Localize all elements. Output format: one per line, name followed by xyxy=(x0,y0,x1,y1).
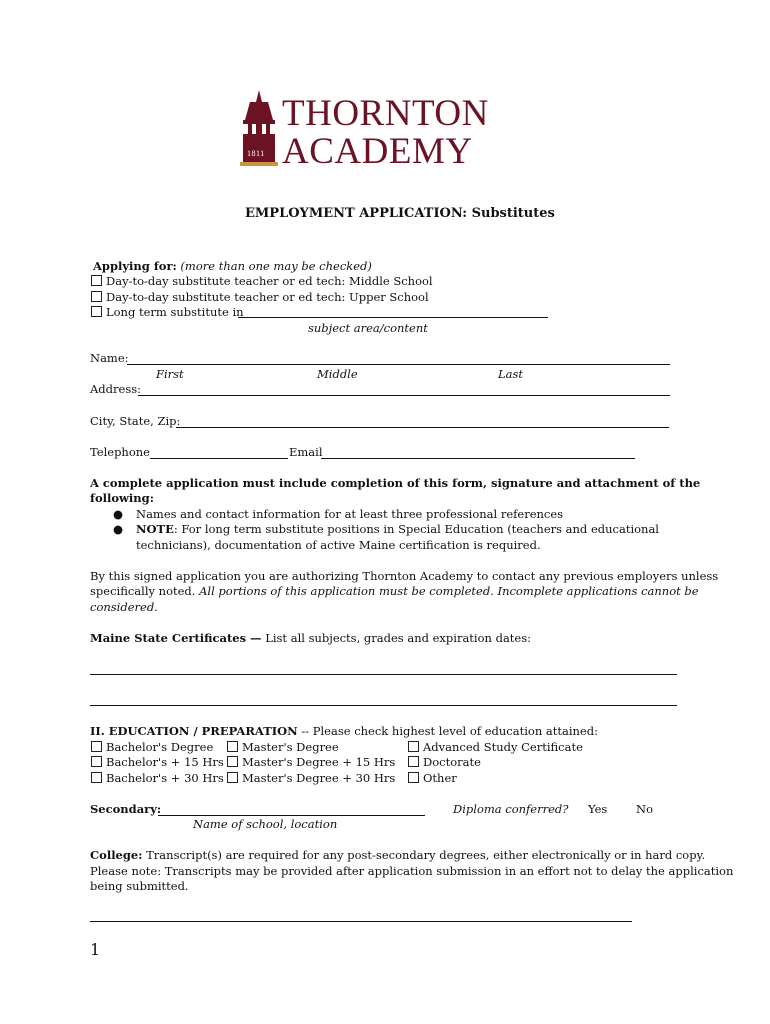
checkbox-icon[interactable] xyxy=(227,741,238,752)
authorization-line1: By this signed application you are authorizing Thornton Academy to contact any previous employers unless xyxy=(90,569,719,583)
option-middle-school[interactable]: Day-to-day substitute teacher or ed tech: Middle School xyxy=(91,274,433,288)
option-bachelors-30[interactable]: Bachelor's + 30 Hrs xyxy=(91,771,224,785)
checkbox-icon[interactable] xyxy=(408,772,419,783)
requirements-heading-line1: A complete application must include completion of this form, signature and attachment of the xyxy=(90,476,701,490)
address-field[interactable] xyxy=(138,395,670,396)
logo-year: 1811 xyxy=(247,149,265,158)
certificates-heading: Maine State Certificates — List all subjects, grades and expiration dates: xyxy=(90,631,532,645)
name-label: Name: xyxy=(90,351,129,365)
logo-line2: ACADEMY xyxy=(282,131,473,172)
page-number: 1 xyxy=(90,940,101,959)
subject-area-caption: subject area/content xyxy=(308,321,428,335)
telephone-field[interactable] xyxy=(150,458,288,459)
checkbox-icon[interactable] xyxy=(91,306,102,317)
checkbox-icon[interactable] xyxy=(91,756,102,767)
option-masters[interactable]: Master's Degree xyxy=(227,740,339,754)
option-long-term[interactable]: Long term substitute in xyxy=(91,305,244,319)
requirement-references: Names and contact information for at least three professional references xyxy=(136,507,564,521)
requirements-heading-line2: following: xyxy=(90,491,154,505)
option-other[interactable]: Other xyxy=(408,771,457,785)
option-advanced-study[interactable]: Advanced Study Certificate xyxy=(408,740,583,754)
college-line2: Please note: Transcripts may be provided after application submission in an effort not to delay the application xyxy=(90,864,734,878)
secondary-school-field[interactable] xyxy=(158,815,425,816)
education-heading: II. EDUCATION / PREPARATION -- Please check highest level of education attained: xyxy=(90,724,598,738)
requirement-note-line2: technicians), documentation of active Maine certification is required. xyxy=(136,538,541,552)
applying-for-label: Applying for: xyxy=(93,259,177,273)
diploma-yes-option[interactable]: Yes xyxy=(588,802,608,816)
option-masters-15[interactable]: Master's Degree + 15 Hrs xyxy=(227,755,395,769)
city-state-zip-label: City, State, Zip: xyxy=(90,414,181,428)
authorization-line3: considered. xyxy=(90,600,158,614)
email-field[interactable] xyxy=(321,458,635,459)
page-title: EMPLOYMENT APPLICATION: Substitutes xyxy=(245,206,555,221)
college-line3: being submitted. xyxy=(90,879,189,893)
name-last-caption: Last xyxy=(498,367,524,381)
name-middle-caption: Middle xyxy=(317,367,358,381)
secondary-label: Secondary: xyxy=(90,802,162,816)
option-masters-30[interactable]: Master's Degree + 30 Hrs xyxy=(227,771,395,785)
checkbox-icon[interactable] xyxy=(408,756,419,767)
email-label: Email xyxy=(289,445,323,459)
secondary-caption: Name of school, location xyxy=(193,817,338,831)
applying-for-note: (more than one may be checked) xyxy=(180,259,372,273)
name-field[interactable] xyxy=(127,364,670,365)
option-doctorate[interactable]: Doctorate xyxy=(408,755,481,769)
checkbox-icon[interactable] xyxy=(91,741,102,752)
logo-line1: THORNTON xyxy=(282,93,489,134)
checkbox-icon[interactable] xyxy=(227,756,238,767)
city-state-zip-field[interactable] xyxy=(176,427,669,428)
bullet-icon: ● xyxy=(113,507,124,521)
checkbox-icon[interactable] xyxy=(91,275,102,286)
certificates-field-2[interactable] xyxy=(90,705,677,706)
college-field[interactable] xyxy=(90,921,632,922)
telephone-label: Telephone xyxy=(90,445,150,459)
option-upper-school[interactable]: Day-to-day substitute teacher or ed tech: Upper School xyxy=(91,290,429,304)
checkbox-icon[interactable] xyxy=(227,772,238,783)
checkbox-icon[interactable] xyxy=(91,291,102,302)
option-bachelors-15[interactable]: Bachelor's + 15 Hrs xyxy=(91,755,224,769)
checkbox-icon[interactable] xyxy=(408,741,419,752)
subject-area-line[interactable] xyxy=(238,317,548,318)
bullet-icon: ● xyxy=(113,522,124,536)
applying-for-heading xyxy=(93,259,372,273)
checkbox-icon[interactable] xyxy=(91,772,102,783)
certificates-field-1[interactable] xyxy=(90,674,677,675)
diploma-conferred-label: Diploma conferred? xyxy=(453,802,569,816)
address-label: Address: xyxy=(90,382,142,396)
authorization-line2: specifically noted. All portions of this application must be completed. Incomplete applications cannot be xyxy=(90,584,699,598)
option-bachelors[interactable]: Bachelor's Degree xyxy=(91,740,213,754)
requirement-note: NOTE: For long term substitute positions in Special Education (teachers and educational xyxy=(136,522,659,536)
college-line1: College: Transcript(s) are required for any post-secondary degrees, either electronically or in hard copy. xyxy=(90,848,706,862)
diploma-no-option[interactable]: No xyxy=(636,802,653,816)
name-first-caption: First xyxy=(156,367,184,381)
